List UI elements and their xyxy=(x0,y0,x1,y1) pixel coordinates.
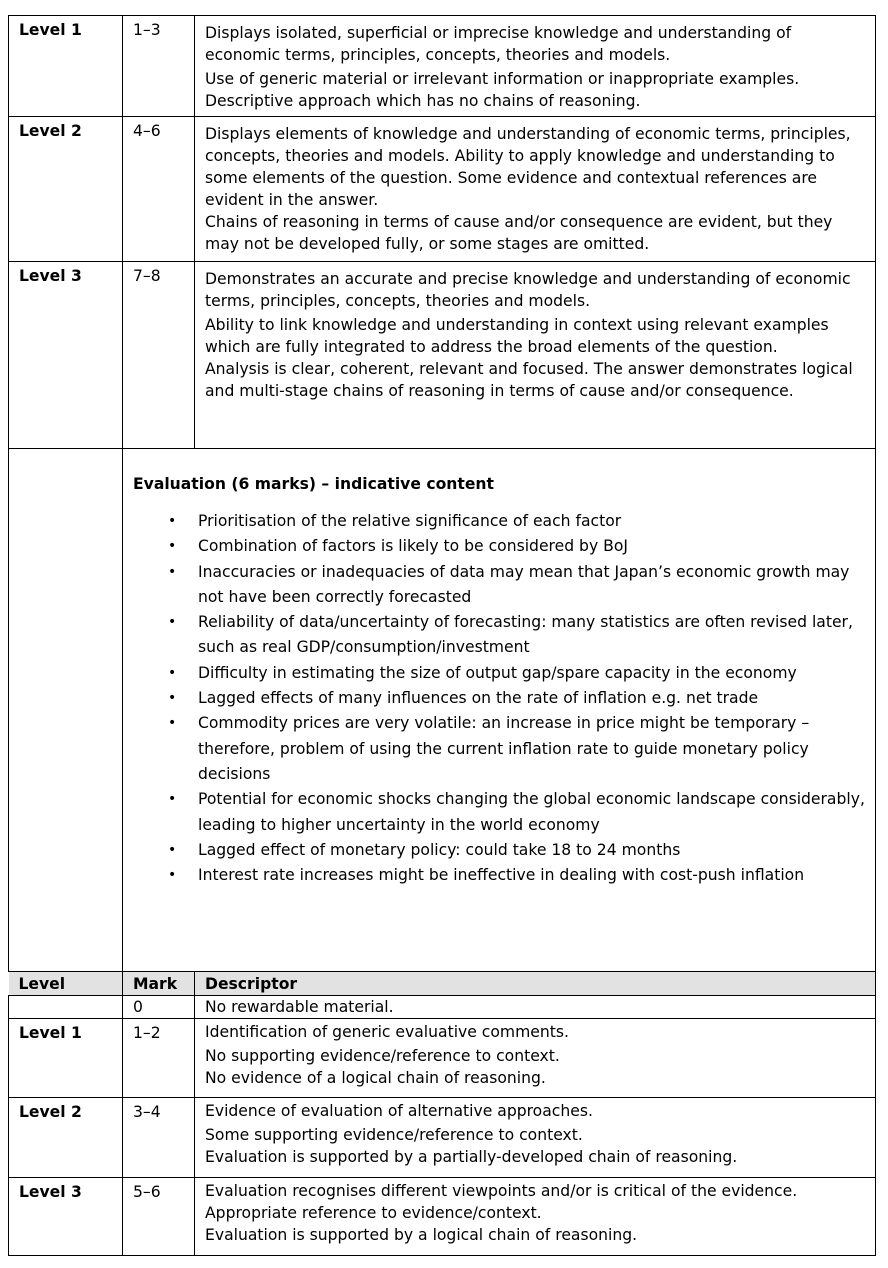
descriptor-paragraph: Analysis is clear, coherent, relevant and focused. The answer demonstrates logical and multi-stage chains of reasoning in terms of cause and/or consequence. xyxy=(205,360,853,400)
evaluation-point-text: Commodity prices are very volatile: an increase in price might be temporary – therefore, problem of using the current inflation rate to guide monetary policy decisions xyxy=(198,714,810,783)
level-descriptor xyxy=(195,1019,876,1098)
descriptor-paragraph: Chains of reasoning in terms of cause and/or consequence are evident, but they may not be developed fully, or some stages are omitted. xyxy=(205,213,833,253)
evaluation-point xyxy=(168,661,865,686)
evaluation-point xyxy=(168,711,865,787)
bullet-icon: • xyxy=(168,841,177,858)
evaluation-level-row xyxy=(9,996,876,1019)
bullet-icon: • xyxy=(168,563,177,580)
evaluation-point-text: Prioritisation of the relative significance of each factor xyxy=(198,512,622,530)
analysis-level-row xyxy=(9,16,876,117)
mark-range: 3–4 xyxy=(123,1098,195,1178)
descriptor-paragraph: Evaluation is supported by a logical chain of reasoning. xyxy=(205,1226,638,1244)
evaluation-point xyxy=(168,838,865,863)
mark-range: 4–6 xyxy=(123,117,195,262)
bullet-icon: • xyxy=(168,791,177,808)
header-level: Level xyxy=(9,972,123,996)
descriptor-paragraph: Use of generic material or irrelevant information or inappropriate examples. Descriptive approach which has no chains of reasoning. xyxy=(205,70,800,110)
mark-range: 5–6 xyxy=(123,1178,195,1256)
evaluation-point xyxy=(168,686,865,711)
evaluation-point-text: Interest rate increases might be ineffective in dealing with cost-push inflation xyxy=(198,866,805,885)
evaluation-content-row xyxy=(9,449,876,972)
descriptor-paragraph: Some supporting evidence/reference to context. xyxy=(205,1126,583,1144)
descriptor-paragraph: Evaluation recognises different viewpoints and/or is critical of the evidence. Appropriate reference to evidence/context. xyxy=(205,1182,798,1222)
evaluation-point xyxy=(168,610,865,661)
mark-range: 0 xyxy=(123,996,195,1019)
mark-scheme-table xyxy=(8,15,876,1256)
level-descriptor xyxy=(195,117,876,262)
mark-range: 1–2 xyxy=(123,1019,195,1098)
bullet-icon: • xyxy=(168,664,177,681)
evaluation-header-row xyxy=(9,972,876,996)
descriptor-paragraph: No rewardable material. xyxy=(205,998,394,1016)
bullet-icon: • xyxy=(168,614,177,631)
evaluation-point xyxy=(168,787,865,838)
level-descriptor xyxy=(195,996,876,1019)
empty-cell xyxy=(9,449,123,972)
descriptor-paragraph: No supporting evidence/reference to context. xyxy=(205,1047,560,1065)
evaluation-point-text: Lagged effects of many influences on the rate of inflation e.g. net trade xyxy=(198,689,759,708)
mark-range: 1–3 xyxy=(123,16,195,117)
evaluation-point-text: Reliability of data/uncertainty of forecasting: many statistics are often revised later, such as real GDP/consumption/investment xyxy=(198,613,853,657)
level-label xyxy=(9,996,123,1019)
mark-range: 7–8 xyxy=(123,262,195,449)
level-label: Level 1 xyxy=(9,1019,123,1098)
level-descriptor xyxy=(195,262,876,449)
analysis-level-row xyxy=(9,262,876,449)
descriptor-paragraph: Displays isolated, superficial or imprecise knowledge and understanding of economic terms, principles, concepts, theories and models. xyxy=(205,24,792,64)
level-descriptor xyxy=(195,1178,876,1256)
bullet-icon: • xyxy=(168,513,177,529)
evaluation-level-row xyxy=(9,1019,876,1098)
evaluation-title: Evaluation (6 marks) – indicative content xyxy=(133,475,494,493)
descriptor-paragraph: Displays elements of knowledge and understanding of economic terms, principles, concepts, theories and models. Ability to apply knowledge and understanding to some elements of the question. Some evidence and contextual references are evident in the answer. xyxy=(205,125,851,209)
evaluation-point-text: Difficulty in estimating the size of output gap/spare capacity in the economy xyxy=(198,663,797,682)
descriptor-paragraph: Demonstrates an accurate and precise knowledge and understanding of economic terms, principles, concepts, theories and models. xyxy=(205,270,851,310)
level-label: Level 1 xyxy=(9,16,123,117)
level-label: Level 2 xyxy=(9,117,123,262)
descriptor-paragraph: No evidence of a logical chain of reasoning. xyxy=(205,1069,546,1087)
evaluation-point-text: Inaccuracies or inadequacies of data may mean that Japan’s economic growth may not have been correctly forecasted xyxy=(198,562,850,606)
level-descriptor xyxy=(195,1098,876,1178)
evaluation-point-text: Combination of factors is likely to be considered by BoJ xyxy=(198,537,628,556)
bullet-icon: • xyxy=(168,867,177,884)
level-label: Level 3 xyxy=(9,262,123,449)
bullet-icon: • xyxy=(168,690,177,707)
level-descriptor xyxy=(195,16,876,117)
evaluation-level-row xyxy=(9,1098,876,1178)
evaluation-level-row xyxy=(9,1178,876,1256)
evaluation-point xyxy=(168,560,865,611)
evaluation-point xyxy=(168,509,865,534)
bullet-icon: • xyxy=(168,538,177,555)
evaluation-point xyxy=(168,863,865,888)
header-mark: Mark xyxy=(123,972,195,996)
descriptor-paragraph: Identification of generic evaluative comments. xyxy=(205,1023,569,1041)
evaluation-point-text: Lagged effect of monetary policy: could take 18 to 24 months xyxy=(198,840,681,859)
descriptor-paragraph: Evaluation is supported by a partially-developed chain of reasoning. xyxy=(205,1148,738,1166)
descriptor-paragraph: Evidence of evaluation of alternative approaches. xyxy=(205,1102,593,1120)
descriptor-paragraph: Ability to link knowledge and understanding in context using relevant examples which are fully integrated to address the broad elements of the question. xyxy=(205,316,829,356)
analysis-level-row xyxy=(9,117,876,262)
mark-scheme-document xyxy=(8,15,875,1256)
evaluation-point-text: Potential for economic shocks changing the global economic landscape considerably, leading to higher uncertainty in the world economy xyxy=(198,790,865,834)
evaluation-content xyxy=(123,449,876,972)
evaluation-point xyxy=(168,534,865,559)
bullet-icon: • xyxy=(168,715,177,732)
level-label: Level 3 xyxy=(9,1178,123,1256)
header-descriptor: Descriptor xyxy=(195,972,876,996)
evaluation-points-list xyxy=(133,509,865,888)
level-label: Level 2 xyxy=(9,1098,123,1178)
